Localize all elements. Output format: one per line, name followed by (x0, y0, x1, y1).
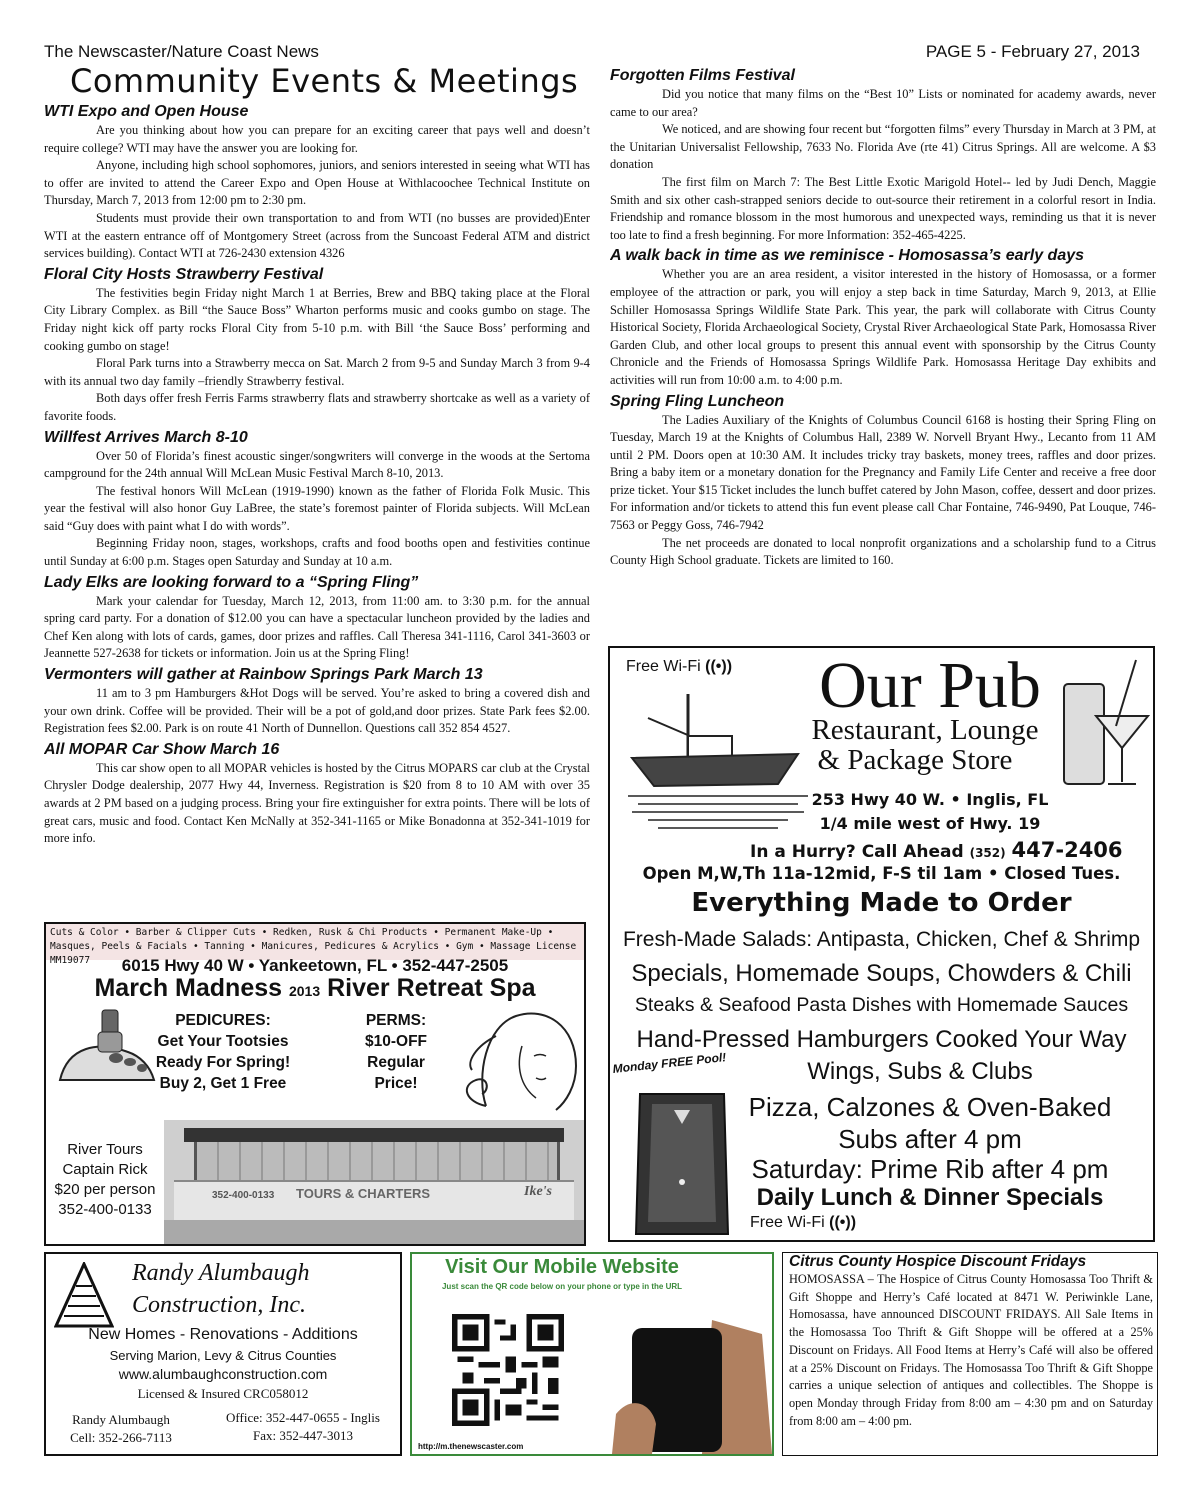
pub-addr2: 1/4 mile west of Hwy. 19 (819, 814, 1041, 833)
pub-phone: 447-2406 (1011, 838, 1123, 862)
tours-line: Captain Rick (62, 1161, 148, 1178)
construction-office: Office: 352-447-0655 - Inglis (226, 1410, 380, 1425)
perms-offer (346, 1010, 446, 1094)
mobile-ad (410, 1252, 774, 1456)
article-heading: Vermonters will gather at Rainbow Springs Park March 13 (44, 666, 483, 684)
pool-table-icon (632, 1090, 732, 1238)
article-paragraph: Mark your calendar for Tuesday, March 12, 2013, from 11:00 am. to 3:30 p.m. for the annual spring card party. For a donation of $12.00 you can have a spectacular luncheon provided by the ladies and Chef Ken along with lots of cards, games, door prizes and raffles. Call Theresa 341-1116, Carol 341-3603 or Jeannette 527-2638 for tickets or information. Join us at the Spring Fling! (44, 593, 590, 661)
article-paragraph: The festivities begin Friday night March 1 at Berries, Brew and BBQ taking place at the Floral City Library Complex. as Bill “the Sauce Boss” Wharton performs music and cooks gumbo on stage. The Friday night kick off party rocks Floral City from 5-10 p.m. with Bill ‘the Sauce Boss’ performing and cooking gumbo on stage! (44, 285, 590, 353)
right-column (610, 64, 1156, 642)
pedi-line: Get Your Tootsies (157, 1033, 289, 1050)
construction-fax: Fax: 352-447-3013 (252, 1428, 354, 1443)
pub-sub1: Restaurant, Lounge (811, 714, 1039, 746)
pedi-line: Ready For Spring! (155, 1054, 291, 1071)
construction-person: Randy Alumbaugh (72, 1412, 170, 1427)
pub-call (750, 838, 1123, 862)
article-paragraph: We noticed, and are showing four recent but “forgotten films” every Thursday in March at 3 PM, at the Unitarian Universalist Fellowship, 7633 No. Florida Ave (rte 41) Citrus Springs. All are welcome. A $3 donation (610, 122, 1156, 172)
article-paragraph: Did you notice that many films on the “Best 10” Lists or nominated for academy awards, never came to our area? (610, 87, 1156, 119)
spa-ad (44, 922, 586, 1246)
pub-addr1: 253 Hwy 40 W. • Inglis, FL (811, 790, 1049, 809)
article-heading: Spring Fling Luncheon (610, 392, 785, 410)
article-paragraph: The Ladies Auxiliary of the Knights of Columbus Council 6168 is hosting their Spring Fling on Tuesday, March 19 at the Knights of Columbus Hall, 2389 W. Norvell Bryant Hwy., Lecanto from 11 AM until 2 PM. Doors open at 10:30 AM. It includes tricky tray baskets, money trees, raffles and door prizes. Bring a baby item or a monetary donation for the Pregnancy and Family Life Center and receive a free door prize ticket. Your $15 Ticket includes the lunch buffet catered by John Mason, coffee, dessert and door prizes. For information and/or tickets to attend this fun event please call Char Fontaine, 746-9490, Pat Louque, 746-7563 or Peggy Goss, 746-7942 (610, 412, 1156, 533)
wifi-icon: ((•)) (829, 1214, 857, 1231)
article-heading: Willfest Arrives March 8-10 (44, 428, 248, 446)
article-paragraph: Over 50 of Florida’s finest acoustic singer/songwriters will converge in the woods at the Sertoma campground for the 24th annual Will McLean Music Festival March 8-10, 2013. (44, 448, 590, 481)
article-paragraph: The first film on March 7: The Best Little Exotic Marigold Hotel-- led by Judi Dench, Maggie Smith and six other cash-strapped seniors decide to out-source their retirement in a colorful resort in India. Friendship and romance blossom in the most humorous and unexpected ways, reminding us that it is never too late to find a fresh beginning. For more Information: 352-465-4225. (610, 174, 1156, 242)
spa-title-year: 2013 (288, 983, 321, 999)
construction-tagline: New Homes - Renovations - Additions (88, 1326, 358, 1343)
construction-logo-icon (54, 1262, 114, 1328)
phone-in-hand-icon (612, 1314, 772, 1454)
article-heading: WTI Expo and Open House (44, 103, 249, 120)
pub-menu-line: Pizza, Calzones & Oven-Baked (748, 1092, 1112, 1122)
article-paragraph: Are you thinking about how you can prepare for an exciting career that pays well and doesn’t require college? WTI may have the answer you are looking for. (44, 123, 590, 155)
spa-title (46, 974, 584, 1003)
boat-phone: 352-400-0133 (212, 1190, 275, 1201)
boat-canopy (184, 1128, 564, 1142)
article-paragraph: The festival honors Will McLean (1919-1990) known as the father of Florida Folk Music. This year the festival will also honor Guy LaBree, the state’s foremost painter of Florida subjects. Will McLean said “Guy does with paint what I do with words”. (44, 483, 590, 533)
boat-tours-text: TOURS & CHARTERS (296, 1186, 431, 1201)
pub-menu-line: Saturday: Prime Rib after 4 pm (751, 1154, 1109, 1184)
construction-ad (44, 1252, 402, 1456)
tours-line: River Tours (67, 1141, 143, 1158)
spa-services: Cuts & Color • Barber & Clipper Cuts • Redken, Rusk & Chi Products • Permanent Make-Up • Masques, Peels & Facials • Tanning • Manicures, Pedicures & Acrylics • Gym • Massage License MM19077 (46, 924, 584, 960)
article-heading: Floral City Hosts Strawberry Festival (44, 265, 324, 283)
article-paragraph: Anyone, including high school sophomores, juniors, and seniors interested in seeing what WTI has to offer are invited to attend the Career Expo and Open House at Withlacoochee Technical Institute on Thursday, March 7, 2013 from 12:00 pm to 2:30 pm. (44, 158, 590, 208)
spa-address: 6015 Hwy 40 W • Yankeetown, FL • 352-447-2505 (121, 956, 509, 975)
pub-menu-line: Wings, Subs & Clubs (807, 1058, 1033, 1085)
pub-order: Everything Made to Order (691, 888, 1072, 918)
pub-name: Our Pub (819, 649, 1041, 722)
article-paragraph: 11 am to 3 pm Hamburgers &Hot Dogs will be served. You’re asked to bring a covered dish and your own drink. Coffee will be provided. Their will be a pot of gold,and door prizes. State Park fees $2.00. Registration fees $2.00. Park is on route 41 North of Dunnellon. Questions call 352 854 4527. (44, 686, 590, 736)
river-tours (46, 1140, 164, 1220)
pub-menu-line: Specials, Homemade Soups, Chowders & Chili (631, 960, 1132, 987)
construction-serving: Serving Marion, Levy & Citrus Counties (109, 1348, 337, 1363)
spa-title-b: River Retreat Spa (327, 974, 536, 1002)
woman-face-icon (436, 1006, 584, 1114)
article-paragraph: Floral Park turns into a Strawberry mecca on Sat. March 2 from 9-5 and Sunday March 3 from 9-4 with its annual two day family –friendly Strawberry festival. (44, 356, 590, 388)
pedi-line: Buy 2, Get 1 Free (159, 1075, 287, 1092)
mobile-subtitle: Just scan the QR code below on your phone or type in the URL (441, 1282, 683, 1291)
article-paragraph: Both days offer fresh Ferris Farms strawberry flats and strawberry shortcake as well as a variety of favorite foods. (44, 391, 590, 423)
perms-line: $10-OFF (364, 1033, 427, 1050)
hospice-box (782, 1252, 1158, 1456)
page-date: PAGE 5 - February 27, 2013 (925, 42, 1140, 61)
article-heading: A walk back in time as we reminisce - Homosassa’s early days (610, 247, 1085, 265)
pub-menu-line: Steaks & Seafood Pasta Dishes with Homemade Sauces (634, 994, 1129, 1016)
article-heading: Lady Elks are looking forward to a “Spring Fling” (44, 573, 419, 591)
cocktail-drinks-icon (1056, 656, 1152, 792)
pub-menu-line: Hand-Pressed Hamburgers Cooked Your Way (636, 1026, 1127, 1053)
construction-web: www.alumbaughconstruction.com (118, 1366, 328, 1382)
mobile-title: Visit Our Mobile Website (445, 1256, 679, 1278)
perms-line: Price! (374, 1075, 418, 1092)
pontoon-boat-photo (164, 1120, 584, 1244)
pub-area-code: (352) (969, 846, 1006, 860)
pub-hours: Open M,W,Th 11a-12mid, F-S til 1am • Closed Tues. (642, 864, 1121, 883)
hospice-heading: Citrus County Hospice Discount Fridays (789, 1253, 1087, 1270)
wifi-label: Free Wi-Fi (750, 1214, 825, 1231)
page-title: Community Events & Meetings (70, 62, 579, 100)
boat-rail (194, 1142, 560, 1182)
construction-name1: Randy Alumbaugh (132, 1260, 310, 1286)
pub-menu-line: Fresh-Made Salads: Antipasta, Chicken, Chef & Shrimp (622, 928, 1141, 951)
article-paragraph: This car show open to all MOPAR vehicles is hosted by the Citrus MOPARS car club at the Crystal Chrysler Dodge dealership, 2077 Hwy 44, Inverness. Registration is $20 from 8 to 10 AM with over 35 awards at 2 PM based on a judging process. Bring your fire extinguisher for extra points. There will be lots of great cars, music and food. Contact Ken McNally at 352-341-1165 or Mike Bonadonna at 352-341-1019 for more info. (44, 760, 590, 846)
article-paragraph: Beginning Friday noon, stages, workshops, crafts and food booths open and festivities continue until Sunday at 6:00 p.m. Stages open Saturday and Sunday at 10 a.m. (44, 536, 590, 569)
article-paragraph: Students must provide their own transportation to and from WTI (no busses are provided)Enter WTI at the eastern entrance off of Montgomery Street (across from the Suncoast Federal ATM and district services building). Contact WTI at 726-2430 extension 4326 (44, 210, 590, 261)
construction-name2: Construction, Inc. (132, 1292, 306, 1318)
construction-license: Licensed & Insured CRC058012 (137, 1386, 309, 1401)
pub-wifi-top (626, 658, 732, 676)
article-heading: All MOPAR Car Show March 16 (44, 740, 280, 758)
pub-wifi-bottom (750, 1214, 856, 1232)
qr-code-icon (452, 1314, 564, 1426)
pub-ad (608, 646, 1155, 1242)
article-paragraph: The net proceeds are donated to local nonprofit organizations and a scholarship fund to a Citrus County High School graduate. Tickets are limited to 160. (610, 535, 1156, 568)
wifi-icon: ((•)) (705, 658, 733, 675)
pedi-line: PEDICURES: (175, 1012, 271, 1029)
paper-name: The Newscaster/Nature Coast News (44, 42, 319, 61)
pedicure-offer (138, 1010, 308, 1094)
construction-cell: Cell: 352-266-7113 (70, 1430, 172, 1445)
fishing-boat-icon (628, 688, 808, 838)
mobile-url[interactable]: http://m.thenewscaster.com (418, 1442, 524, 1451)
wifi-label: Free Wi-Fi (626, 658, 701, 675)
perms-line: PERMS: (365, 1012, 427, 1029)
pub-pool: Monday FREE Pool! (612, 1050, 727, 1076)
article-paragraph: Whether you are an area resident, a visitor interested in the history of Homosassa, or a former employee of the attraction or park, you will enjoy a step back in time Saturday, March 9, 2013, at Ellie Schiller Homosassa Springs Wildlife State Park. This year, the park will collaborate with Citrus County Historical Society, Florida Archaeological Society, Crystal River Archaeological State Park, Homosassa River Garden Club, and other local groups to present this annual event with sponsorship by the Citrus County Chronicle and the Friends of Homosassa Springs Wildlife Park. Homosassa Heritage Day exhibits and activities will run from 10:00 a.m. to 4:00 p.m. (610, 267, 1156, 387)
hospice-text: HOMOSASSA – The Hospice of Citrus County Homosassa Too Thrift & Gift Shoppe and Herry’s Café located at 8471 W. Periwinkle Lane, Homosassa, have announced DISCOUNT FRIDAYS. All Sale Items in the Homosassa Too Thrift & Gift Shoppe will be offered at a 25% Discount on Fridays. All Food Items at Herry’s Café will also be offered at a 25% Discount on Fridays. The Homosassa Too Thrift & Gift Shoppe carries a unique selection of antiques and collectibles. The Shoppe is open Monday through Friday from 8:00 am – 4:30 pm and on Saturday from 8:00 am – 4:00 pm. (789, 1272, 1153, 1428)
pub-daily: Daily Lunch & Dinner Specials (756, 1184, 1104, 1211)
boat-water (164, 1220, 584, 1244)
pub-call-text: In a Hurry? Call Ahead (750, 842, 964, 862)
pub-sub2: & Package Store (817, 744, 1013, 776)
boat-name: Ike's (524, 1184, 552, 1199)
spa-title-a: March Madness (94, 974, 283, 1002)
article-heading: Forgotten Films Festival (610, 67, 795, 84)
perms-line: Regular (367, 1054, 425, 1071)
left-column (44, 100, 590, 922)
tours-line: $20 per person (54, 1181, 156, 1198)
pub-menu-line: Subs after 4 pm (838, 1124, 1022, 1154)
tours-line: 352-400-0133 (58, 1201, 152, 1218)
